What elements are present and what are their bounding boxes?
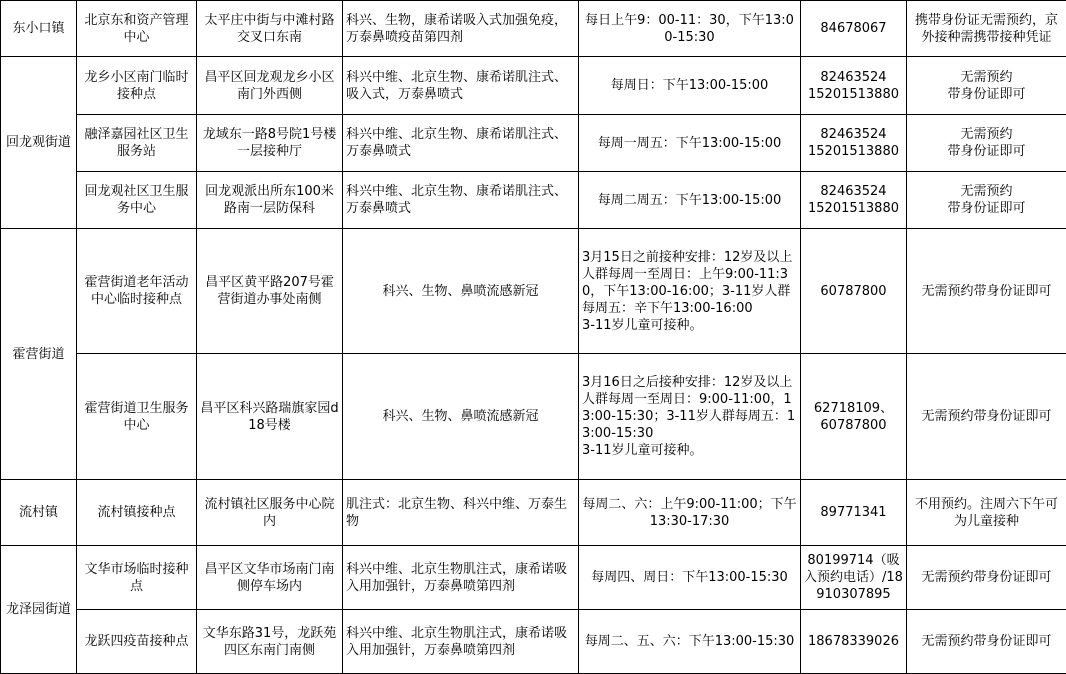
note-cell: 无需预约 带身份证即可 — [907, 57, 1066, 115]
table-row — [1, 229, 1066, 354]
note-cell: 无需预约 带身份证即可 — [907, 172, 1066, 229]
address-cell: 昌平区科兴路瑞旗家园d18号楼 — [197, 354, 343, 480]
street-cell: 东小口镇 — [1, 1, 77, 57]
table-row — [1, 480, 1066, 546]
street-cell: 回龙观街道 — [1, 57, 77, 229]
address-cell: 太平庄中街与中滩村路交叉口东南 — [197, 1, 343, 57]
hours-cell: 每周二、六：上午9:00-11:00；下午13:30-17:30 — [579, 480, 801, 546]
phone-cell: 18678339026 — [801, 610, 907, 674]
hours-cell: 每周日：下午13:00-15:00 — [579, 57, 801, 115]
street-cell: 流村镇 — [1, 480, 77, 546]
table-row — [1, 172, 1066, 229]
site-cell: 霍营街道老年活动中心临时接种点 — [77, 229, 197, 354]
note-cell: 不用预约。注周六下午可为儿童接种 — [907, 480, 1066, 546]
site-cell: 北京东和资产管理中心 — [77, 1, 197, 57]
table-row — [1, 57, 1066, 115]
site-cell: 龙乡小区南门临时接种点 — [77, 57, 197, 115]
vaccines-cell: 科兴中维、北京生物肌注式，康希诺吸入用加强针，万泰鼻喷第四剂 — [343, 610, 579, 674]
vaccines-cell: 科兴、生物、鼻喷流感新冠 — [343, 354, 579, 480]
phone-cell: 84678067 — [801, 1, 907, 57]
address-cell: 龙域东一路8号院1号楼一层接种厅 — [197, 115, 343, 172]
table-row — [1, 1, 1066, 57]
phone-cell: 80199714（吸入预约电话）/18910307895 — [801, 546, 907, 610]
table-row — [1, 115, 1066, 172]
hours-cell: 每周一周五：下午13:00-15:00 — [579, 115, 801, 172]
vaccines-cell: 科兴中维、北京生物、康希诺肌注式、万泰鼻喷式 — [343, 115, 579, 172]
site-cell: 霍营街道卫生服务中心 — [77, 354, 197, 480]
hours-cell: 每日上午9：00-11：30，下午13:00-15:30 — [579, 1, 801, 57]
table-row — [1, 354, 1066, 480]
note-cell: 无需预约带身份证即可 — [907, 354, 1066, 480]
hours-cell: 3月16日之后接种安排：12岁及以上人群每周一至周日：9:00-11:00，13:00-15:30；3-11岁人群每周五：13:00-15:30 3-11岁儿童可接种。 — [579, 354, 801, 480]
address-cell: 文华东路31号，龙跃苑四区东南门南侧 — [197, 610, 343, 674]
address-cell: 流村镇社区服务中心院内 — [197, 480, 343, 546]
vaccines-cell: 科兴、生物、鼻喷流感新冠 — [343, 229, 579, 354]
site-cell: 回龙观社区卫生服务中心 — [77, 172, 197, 229]
street-cell: 龙泽园街道 — [1, 546, 77, 674]
site-cell: 流村镇接种点 — [77, 480, 197, 546]
table-row — [1, 546, 1066, 610]
hours-cell: 每周四、周日：下午13:00-15:30 — [579, 546, 801, 610]
table-row — [1, 610, 1066, 674]
address-cell: 昌平区文华市场南门南侧停车场内 — [197, 546, 343, 610]
hours-cell: 每周二周五：下午13:00-15:00 — [579, 172, 801, 229]
note-cell: 携带身份证无需预约，京外接种需携带接种凭证 — [907, 1, 1066, 57]
site-cell: 融泽嘉园社区卫生服务站 — [77, 115, 197, 172]
vaccines-cell: 肌注式：北京生物、科兴中维、万泰生物 — [343, 480, 579, 546]
address-cell: 回龙观派出所东100米路南一层防保科 — [197, 172, 343, 229]
note-cell: 无需预约带身份证即可 — [907, 610, 1066, 674]
site-cell: 文华市场临时接种点 — [77, 546, 197, 610]
address-cell: 昌平区回龙观龙乡小区南门外西侧 — [197, 57, 343, 115]
vaccines-cell: 科兴、生物，康希诺吸入式加强免疫，万泰鼻喷疫苗第四剂 — [343, 1, 579, 57]
street-cell: 霍营街道 — [1, 229, 77, 480]
phone-cell: 82463524 15201513880 — [801, 115, 907, 172]
phone-cell: 82463524 15201513880 — [801, 172, 907, 229]
hours-cell: 3月15日之前接种安排：12岁及以上人群每周一至周日：上午9:00-11:30，下午13:00-16:00；3-11岁人群每周五：辛下午13:00-16:00 3-11岁儿童可接种。 — [579, 229, 801, 354]
note-cell: 无需预约带身份证即可 — [907, 546, 1066, 610]
site-cell: 龙跃四疫苗接种点 — [77, 610, 197, 674]
note-cell: 无需预约带身份证即可 — [907, 229, 1066, 354]
phone-cell: 62718109、 60787800 — [801, 354, 907, 480]
phone-cell: 89771341 — [801, 480, 907, 546]
phone-cell: 60787800 — [801, 229, 907, 354]
vaccines-cell: 科兴中维、北京生物、康希诺肌注式、万泰鼻喷式 — [343, 172, 579, 229]
hours-cell: 每周二、五、六：下午13:00-15:30 — [579, 610, 801, 674]
vaccines-cell: 科兴中维、北京生物肌注式，康希诺吸入用加强针，万泰鼻喷第四剂 — [343, 546, 579, 610]
address-cell: 昌平区黄平路207号霍营街道办事处南侧 — [197, 229, 343, 354]
vaccines-cell: 科兴中维、北京生物、康希诺肌注式、吸入式，万泰鼻喷式 — [343, 57, 579, 115]
phone-cell: 82463524 15201513880 — [801, 57, 907, 115]
note-cell: 无需预约 带身份证即可 — [907, 115, 1066, 172]
